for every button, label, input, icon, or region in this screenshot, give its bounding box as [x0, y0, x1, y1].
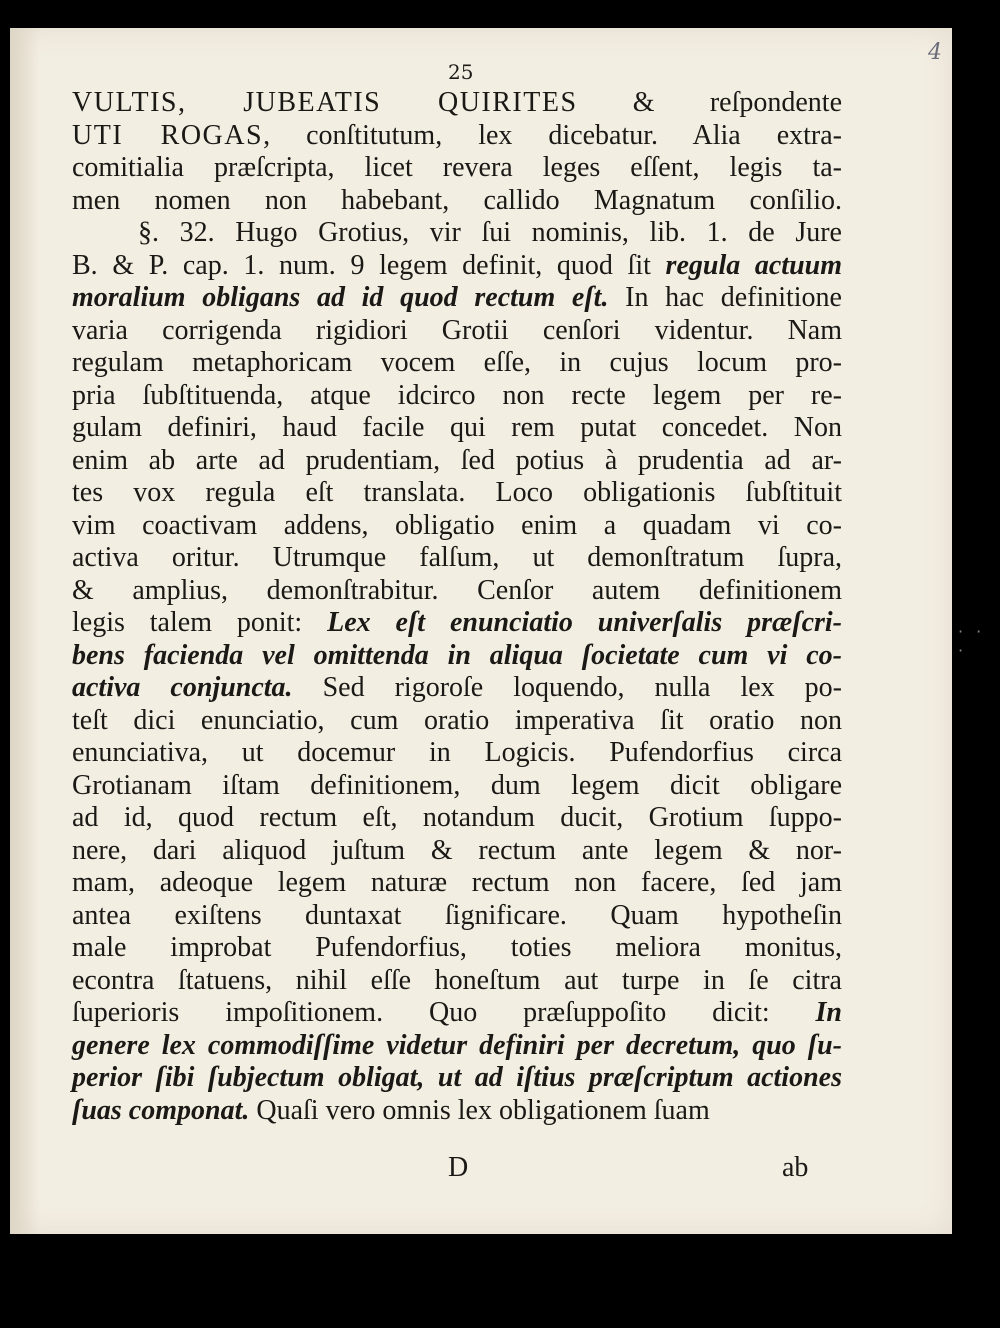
text-line: [72, 640, 842, 673]
text-line: [72, 477, 842, 510]
text-segment: legis talem ponit:: [72, 607, 328, 638]
text-segment: comitialia præſcripta, licet revera leges eſſent, legis ta-: [72, 152, 842, 183]
text-line: [72, 120, 842, 153]
text-segment: teſt dici enunciatio, cum oratio imperativa ſit oratio non: [72, 704, 842, 736]
text-line: [72, 672, 842, 705]
text-segment: nere, dari aliquod juſtum & rectum ante legem & nor-: [72, 834, 842, 866]
text-segment: mam, adeoque legem naturæ rectum non facere, ſed jam: [72, 867, 842, 898]
folio-mark: 4: [928, 40, 942, 65]
text-line: [72, 867, 842, 900]
text-line: [72, 282, 842, 315]
text-line: [72, 1095, 842, 1128]
edge-marks: · · ·: [958, 622, 986, 660]
text-line: [72, 770, 842, 803]
text-segment: enim ab arte ad prudentiam, ſed potius à prudentia ad ar-: [72, 444, 842, 476]
text-line: [72, 510, 842, 543]
text-segment: antea exiſtens duntaxat ſignificare. Quam hypotheſin: [72, 899, 842, 931]
text-segment: regulam metaphoricam vocem eſſe, in cujus locum pro-: [72, 347, 842, 378]
text-segment: ſuperioris impoſitionem. Quo præſuppoſito dicit:: [72, 997, 816, 1028]
text-segment: econtra ſtatuens, nihil eſſe honeſtum aut turpe in ſe citra: [72, 964, 842, 996]
text-segment: tes vox regula eſt translata. Loco obligationis ſubſtituit: [72, 477, 842, 508]
text-segment: pria ſubſtituenda, atque idcirco non recte legem per re-: [72, 379, 842, 411]
italic-text: activa conjuncta.: [72, 672, 293, 703]
text-line: [72, 900, 842, 933]
text-segment: vim coactivam addens, obligatio enim a quadam vi co-: [72, 509, 842, 541]
text-line: [72, 575, 842, 608]
text-line: [72, 87, 842, 120]
italic-text: bens facienda vel omittenda in aliqua ſocietate cum vi co-: [72, 639, 842, 671]
text-segment: Grotianam iſtam definitionem, dum legem dicit obligare: [72, 769, 842, 801]
text-line: [72, 965, 842, 998]
italic-text: moralium obligans ad id quod rectum eſt.: [72, 282, 609, 313]
text-line: [72, 1062, 842, 1095]
italic-text: regula actuum: [665, 249, 843, 281]
text-line: [72, 412, 842, 445]
italic-text: genere lex commodiſſime videtur definiri per decretum, quo ſu-: [72, 1029, 842, 1061]
italic-text: perior ſibi ſubjectum obligat, ut ad iſtius præſcriptum actiones: [72, 1062, 842, 1093]
body-text: [72, 87, 842, 1127]
italic-text: Lex eſt enunciatio univerſalis præſcri-: [327, 607, 842, 638]
signature-mark: D: [448, 1152, 469, 1183]
text-segment: VULTIS, JUBEATIS QUIRITES: [72, 87, 578, 118]
text-segment: activa oritur. Utrumque falſum, ut demonſtratum ſupra,: [72, 542, 842, 573]
text-line: [72, 315, 842, 348]
text-line: [72, 380, 842, 413]
text-line: [72, 932, 842, 965]
text-segment: gulam definiri, haud facile qui rem putat concedet. Non: [72, 412, 842, 443]
text-segment: , conſtitutum, lex dicebatur. Alia extra-: [263, 119, 842, 151]
text-line: [72, 1030, 842, 1063]
text-line: [72, 705, 842, 738]
text-segment: B. & P. cap. 1. num. 9 legem definit, quod ſit: [72, 249, 666, 281]
text-line: [72, 185, 842, 218]
text-line: [72, 217, 842, 250]
text-segment: §. 32. Hugo Grotius, vir ſui nominis, lib. 1. de Jure: [138, 217, 842, 248]
text-line: [72, 737, 842, 770]
text-segment: In hac definitione: [608, 282, 842, 313]
text-line: [72, 835, 842, 868]
text-line: [72, 347, 842, 380]
catchword: ab: [782, 1152, 809, 1183]
text-segment: men nomen non habebant, callido Magnatum conſilio.: [72, 184, 842, 216]
text-segment: Quaſi vero omnis lex obligationem ſuam: [249, 1094, 710, 1126]
text-line: [72, 445, 842, 478]
text-segment: & amplius, demonſtrabitur. Cenſor autem definitionem: [72, 574, 842, 606]
text-line: [72, 802, 842, 835]
text-line: [72, 997, 842, 1030]
italic-text: ſuas componat.: [72, 1094, 250, 1126]
text-line: [72, 250, 842, 283]
text-segment: varia corrigenda rigidiori Grotii cenſori videntur. Nam: [72, 314, 842, 346]
page-number: 25: [448, 60, 474, 84]
text-segment: enunciativa, ut docemur in Logicis. Pufendorfius circa: [72, 737, 842, 768]
text-segment: & reſpondente: [577, 87, 842, 118]
text-segment: male improbat Pufendorfius, toties meliora monitus,: [72, 932, 842, 963]
text-segment: UTI ROGAS: [72, 119, 264, 151]
text-segment: ad id, quod rectum eſt, notandum ducit, Grotium ſuppo-: [72, 802, 842, 833]
text-line: [72, 152, 842, 185]
italic-text: In: [815, 997, 842, 1028]
text-segment: Sed rigoroſe loquendo, nulla lex po-: [292, 672, 843, 703]
text-line: [72, 542, 842, 575]
text-line: [72, 607, 842, 640]
